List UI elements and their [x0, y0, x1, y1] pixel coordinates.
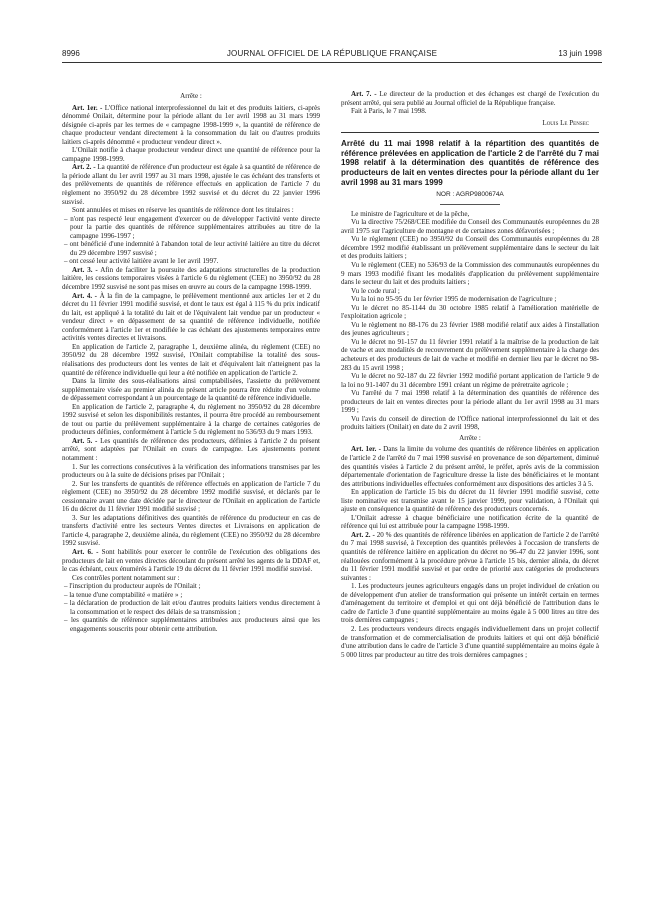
page-header: [62, 49, 602, 61]
list-item: – n'ont pas respecté leur engagement d'exercer ou de développer l'activité vente directe pour la partie des quantités de référence supplémentaires attribuées au titre de la campagne 1996-1997 ;: [64, 214, 320, 240]
article-2: [62, 163, 320, 206]
signature: Louis Le Pensec: [542, 118, 589, 127]
article-5: [62, 437, 320, 463]
paragraph: Le ministre de l'agriculture et de la pêche,: [351, 209, 470, 218]
article-text: Les quantités de référence des producteurs, définies à l'article 2 du présent arrêté, sont adaptées par l'Onilait en cours de campagne. Les ajustements portent notamment :: [62, 436, 321, 462]
paragraph: Sont annulées et mises en réserve les quantités de référence dont les titulaires :: [72, 206, 294, 215]
article-label: Art. 6. -: [72, 547, 99, 556]
article-label: Art. 4. -: [72, 291, 98, 300]
article-text: Sont habilités pour exercer le contrôle de l'exécution des obligations des producteurs de lait en ventes directes découlant du présent arrêté les agents de la DDAF et, le cas échéant, ceux énumérés à l'article 19 du décret du 11 février 1991 modifié susvisé.: [62, 547, 321, 574]
paragraph: Vu le décret no 85-1144 du 30 octobre 1985 relatif à l'amélioration matérielle de l'exploitation agricole ;: [341, 303, 599, 321]
left-column: [62, 90, 320, 633]
issue-date: 13 juin 1998: [558, 49, 602, 58]
paragraph: Vu le règlement no 88-176 du 23 février 1988 modifié relatif aux aides à l'installation des jeunes agriculteurs ;: [341, 320, 599, 338]
article-1: [62, 104, 320, 147]
paragraph: En application de l'article 2, paragraphe 4, du règlement no 3950/92 du 28 décembre 1992 susvisé et selon les disponibilités restantes, il pourra être procédé au remboursement de tout ou partie du prélèvement supplémentaire à la charge de certaines catégories de producteurs définies, conformément à l'article 5 du règlement no 536/93 du 9 mars 1993.: [62, 402, 320, 437]
article-text: L'Office national interprofessionnel du lait et des produits laitiers, ci-après dénommé Onilait, détermine pour la période allant du 1er avril 1998 au 31 mars 1999 désignée ci-après par les termes de « campagne 1998-1999 », la quantité de référence de chaque producteur vendant directement à la consommation du lait ou d'autres produits laitiers ci-après dénommé « producteur vendeur direct ».: [62, 103, 320, 146]
page-number: 8996: [62, 49, 80, 58]
paragraph: Vu la directive 75/268/CEE modifiée du Conseil des Communautés européennes du 28 avril 1975 sur l'agriculture de montagne et de certaines zones défavorisées ;: [341, 218, 599, 235]
article-label: Art. 1er. -: [351, 445, 381, 454]
paragraph: 1. Les producteurs jeunes agriculteurs engagés dans un projet individuel de création ou de développement d'un atelier de transformation qui présente un intérêt certain en termes d'aménagement du territoire et d'emploi et qui ont déjà bénéficié de l'attribution dans le cadre de l'article 3 d'une quantité supplémentaire au moins égale à 5 000 litres au titre des trois dernières campagnes ;: [341, 582, 599, 625]
paragraph: En application de l'article 2, paragraphe 1, deuxième alinéa, du règlement (CEE) no 3950/92 du 28 décembre 1992 susvisé, l'Onilait comptabilise la totalité des sous-réalisations des producteurs dont les ventes de lait et d'équivalent lait n'atteignent pas la quantité de référence individuelle qui leur a été notifiée en application de l'article 2.: [62, 342, 320, 377]
header-rule: [62, 62, 602, 63]
list-item: – la déclaration de production de lait et/ou d'autres produits laitiers vendus directement à la consommation et le respect des délais de sa transmission ;: [64, 599, 320, 616]
paragraph: 2. Les producteurs vendeurs directs engagés individuellement dans un projet collectif de transformation et de commercialisation de produits laitiers et qui ont déjà bénéficié d'une attribution dans le cadre de l'article 3 d'une quantité supplémentaire au moins égale à 5 000 litres par producteur au titre des trois dernières campagnes ;: [341, 624, 599, 659]
paragraph: L'Onilait notifie à chaque producteur vendeur direct une quantité de référence pour la campagne 1998-1999.: [62, 146, 320, 163]
list-item: – ont bénéficié d'une indemnité à l'abandon total de leur activité laitière au titre du décret du 29 décembre 1997 susvisé ;: [64, 240, 320, 257]
article-text: Le directeur de la production et des échanges est chargé de l'exécution du présent arrêté, qui sera publié au Journal officiel de la République française.: [341, 90, 599, 107]
article-text: À la fin de la campagne, le prélèvement mentionné aux articles 1er et 2 du décret du 11 février 1991 modifié susvisé, et dont le taux est égal à 115 % du prix indicatif du lait, est appliqué à la totalité du lait et de l'équivalent lait vendue par un producteur « vendeur direct » en dépassement de sa quantité de référence individuelle, notifiée conformément à l'article 1er et modifiée le cas échéant des ajustements temporaires entre activités ventes directes et livraisons.: [62, 291, 321, 343]
journal-title: JOURNAL OFFICIEL DE LA RÉPUBLIQUE FRANÇAISE: [226, 49, 438, 58]
paragraph: Vu l'avis du conseil de direction de l'Office national interprofessionnel du lait et des produits laitiers (Onilait) en date du 2 avril 1998,: [341, 414, 599, 432]
article-text: Dans la limite du volume des quantités de référence libérées en application de l'article 2 de l'arrêté du 7 mai 1998 susvisé en provenance de son département, diminué des quantités visées à l'article 2 du présent arrêté, le préfet, après avis de la commission départementale d'orientation de l'agriculture dresse la liste des bénéficiaires et le montant des attributions individuelles effectuées conformément aux dispositions des articles 3 à 5.: [341, 445, 599, 488]
paragraph: Vu le code rural ;: [351, 286, 400, 295]
article-7: [341, 90, 599, 107]
paragraph: 3. Sur les adaptations définitives des quantités de référence du producteur en cas de transferts d'activité entre les secteurs Ventes directes et Livraisons en application de l'article 4, paragraphe 2, deuxième alinéa, du règlement (CEE) no 3950/92 du 28 décembre 1992 susvisé.: [62, 513, 320, 548]
arrete-heading: Arrête :: [459, 433, 481, 442]
paragraph: Vu le décret no 91-157 du 11 février 1991 relatif à la maîtrise de la production de lait de vache et aux modalités de recouvrement du prélèvement supplémentaire à la charge des acheteurs et des producteurs de lait de vache et modifié en dernier lieu par le décret no 98-283 du 15 avril 1998 ;: [341, 337, 599, 372]
arrete-heading: Arrête :: [180, 92, 202, 100]
article-text: La quantité de référence d'un producteur est égale à sa quantité de référence de la période allant du 1er avril 1997 au 31 mars 1998, ajustée le cas échéant des transferts et des prélèvements de quantités de référence effectués en application de l'article 7 du règlement no 3950/92 du 28 décembre 1992 susvisé et du décret du 22 janvier 1996 susvisé.: [62, 163, 320, 206]
article-label: Art. 3. -: [72, 265, 98, 274]
nor-reference: NOR : AGRP9800674A: [436, 191, 504, 199]
list-item: – ont cessé leur activité laitière avant le 1er avril 1997.: [64, 257, 219, 266]
paragraph: Vu le règlement (CEE) no 536/93 de la Commission des communautés européennes du 9 mars 1993 modifié fixant les modalités d'application du prélèvement supplémentaire dans le secteur du lait et des produits laitiers ;: [341, 260, 599, 287]
paragraph: 2. Sur les transferts de quantités de référence effectués en application de l'article 7 du règlement (CEE) no 3950/92 du 28 décembre 1992 modifié susvisé, et déclarés par le cessionnaire avant une date décidée par le directeur de l'Onilait en application de l'article 16 du décret du 11 février 1991 modifié susvisé ;: [62, 479, 320, 514]
article-3: [62, 266, 320, 292]
signing-place-date: Fait à Paris, le 7 mai 1998.: [351, 107, 427, 116]
paragraph: 1. Sur les corrections consécutives à la vérification des informations transmises par les producteurs ou à la suite de décisions prises par l'Onilait ;: [62, 462, 320, 480]
right-column: [341, 90, 599, 659]
article-4: [62, 292, 320, 343]
article-label: Art. 2. -: [72, 163, 96, 172]
list-item: – la tenue d'une comptabilité « matière » ;: [64, 590, 183, 599]
paragraph: Vu le décret no 92-187 du 22 février 1992 modifié portant application de l'article 9 de la loi no 91-1407 du 31 décembre 1991 créant un régime de préretraite agricole ;: [341, 372, 599, 389]
article-label: Art. 2. -: [351, 530, 375, 539]
article-label: Art. 5. -: [72, 436, 98, 445]
paragraph: Vu l'arrêté du 7 mai 1998 relatif à la détermination des quantités de référence des producteurs de lait en ventes directes pour la période allant du 1er avril 1998 au 31 mars 1999 ;: [341, 389, 599, 415]
paragraph: En application de l'article 15 bis du décret du 11 février 1991 modifié susvisé, cette liste nominative est transmise avant le 15 janvier 1999, pour validation, à l'Onilait qui ajuste en conséquence la quantité de référence des producteurs concernés.: [341, 488, 599, 514]
decree-title: Arrêté du 11 mai 1998 relatif à la répartition des quantités de référence prélevées en application de l'article 2 de l'arrêté du 7 mai 1998 relatif à la détermination des quantités de référence des producteurs de lait en ventes directes pour la période allant du 1er avril 1998 au 31 mars 1999: [341, 139, 599, 187]
article-label: Art. 7. -: [351, 90, 377, 98]
list-item: – les quantités de référence supplémentaires attribuées aux producteurs ainsi que les engagements souscrits pour obtenir cette attribution.: [64, 616, 320, 633]
paragraph: Dans la limite des sous-réalisations ainsi comptabilisées, l'assiette du prélèvement supplémentaire visée au premier alinéa du présent article pourra être réduite d'un volume de dépassement correspondant à un pourcentage de la quantité de référence individuelle.: [62, 377, 320, 403]
article-6: [62, 548, 320, 574]
article-1: [341, 445, 599, 488]
article-2: [341, 531, 599, 582]
article-text: 20 % des quantités de référence libérées en application de l'article 2 de l'arrêté du 7 mai 1998 susvisé, à l'exception des quantités prélevées à l'occasion de transferts de quantités de référence laitière en application du décret no 96-47 du 22 janvier 1996, sont réallouées conformément à la procédure prévue à l'article 15 bis, dernier alinéa, du décret du 11 février 1991 modifié susvisé et par ordre de priorité aux catégories de producteurs suivantes :: [341, 530, 600, 582]
paragraph: L'Onilait adresse à chaque bénéficiaire une notification écrite de la quantité de référence qui lui est attribuée pour la campagne 1998-1999.: [341, 513, 599, 531]
paragraph: Ces contrôles portent notamment sur :: [72, 573, 180, 582]
section-divider: [341, 132, 599, 133]
short-divider: [440, 204, 500, 205]
article-text: Afin de faciliter la poursuite des adaptations structurelles de la production laitière, les cessions temporaires visées à l'article 6 du règlement (CEE) no 3950/92 du 28 décembre 1992 susvisé ne sont pas mises en œuvre au cours de la campagne 1998-1999.: [62, 265, 320, 292]
paragraph: Vu le règlement (CEE) no 3950/92 du Conseil des Communautés européennes du 28 décembre 1992 modifié établissant un prélèvement supplémentaire dans le secteur du lait et des produits laitiers ;: [341, 235, 599, 261]
paragraph: Vu la loi no 95-95 du 1er février 1995 de modernisation de l'agriculture ;: [351, 295, 557, 304]
list-item: – l'inscription du producteur auprès de l'Onilait ;: [64, 582, 201, 591]
article-label: Art. 1er. -: [72, 103, 103, 112]
